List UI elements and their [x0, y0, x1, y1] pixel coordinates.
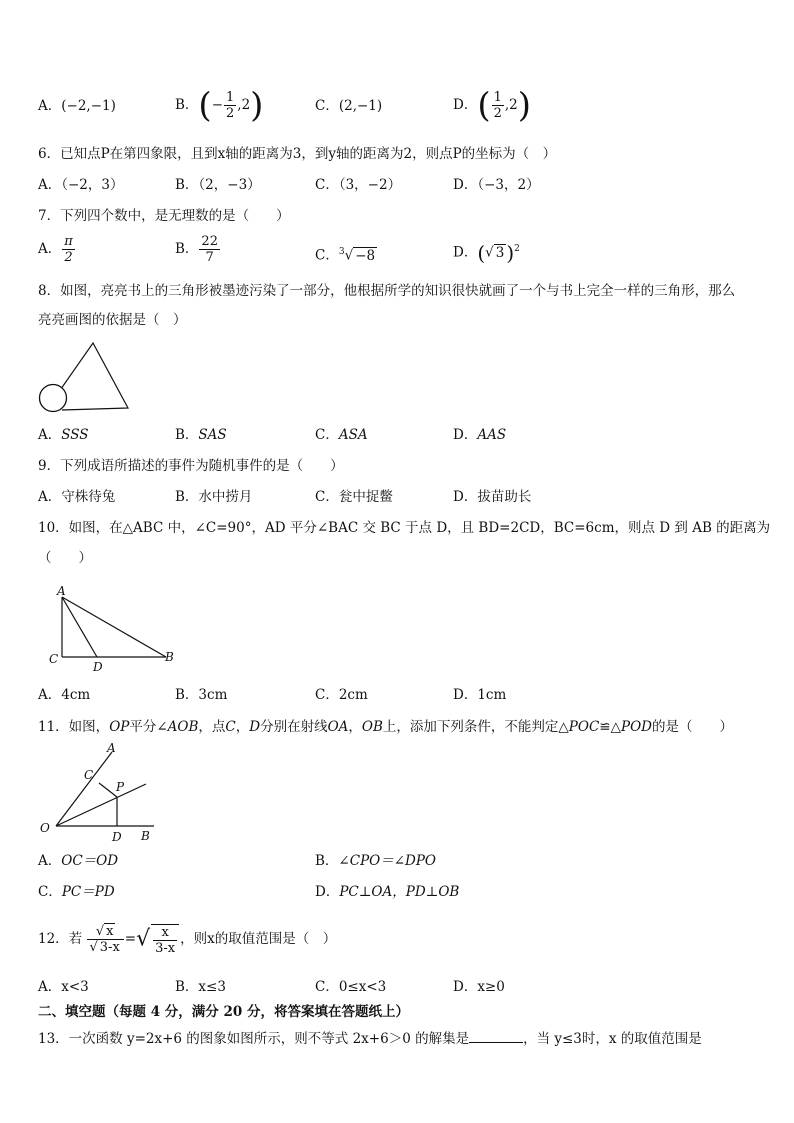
q10-label-b: B [165, 650, 174, 664]
q11-option-c: C．PC＝PD [38, 884, 115, 900]
q10-option-c: C．2cm [315, 687, 368, 703]
q7-option-c: C．$^3$√ −8 [315, 247, 376, 264]
q10-option-b: B．3cm [175, 687, 228, 703]
q9-option-a: A．守株待兔 [38, 489, 116, 505]
q12-option-a: A．x<3 [38, 979, 89, 995]
section-title-fill-in: 二、填空题（每题 4 分，满分 20 分，将答案填在答题纸上） [38, 1004, 409, 1020]
q9-option-c: C．瓮中捉鳖 [315, 489, 393, 505]
q10-option-a: A．4cm [38, 687, 91, 703]
q10-stem-line1: 10．如图，在△ABC 中，∠C=90°，AD 平分∠BAC 交 BC 于点 D，且 BD=2CD，BC=6cm，则点 D 到 AB 的距离为 [38, 520, 771, 536]
q11-label-d: D [112, 830, 122, 844]
q10-label-d: D [93, 660, 103, 672]
q5-option-b: B．(− $\frac{1}{2}$ ,2) [175, 85, 264, 126]
q8-option-d: D．AAS [453, 427, 507, 443]
q11-stem: 11．如图，OP平分∠AOB，点C，D分别在射线OA，OB上，添加下列条件，不能判定△POC≌△POD的是（ ） [38, 719, 733, 735]
q12-option-c: C．0≤x<3 [315, 979, 387, 995]
q7-option-d: D．(√ 3 )$^2$ [453, 241, 520, 265]
q7-option-b: B． $\frac{22}{7}$ [175, 234, 218, 265]
q11-label-a: A [107, 741, 116, 755]
q5-option-c: C．(2,−1) [315, 98, 383, 114]
q8-stem-line1: 8．如图，亮亮书上的三角形被墨迹污染了一部分，他根据所学的知识很快就画了一个与书上完全一样的三角形，那么 [38, 283, 736, 299]
q11-label-o: O [40, 821, 50, 835]
q10-label-c: C [49, 652, 59, 666]
q6-option-d: D．（−3，2） [453, 177, 540, 193]
q9-stem: 9．下列成语所描述的事件为随机事件的是（ ） [38, 458, 344, 474]
q12-option-d: D．x≥0 [453, 979, 505, 995]
q6-stem: 6．已知点P在第四象限，且到x轴的距离为3，到y轴的距离为2，则点P的坐标为（ ） [38, 146, 557, 162]
q7-stem: 7．下列四个数中，是无理数的是（ ） [38, 208, 290, 224]
q10-option-d: D．1cm [453, 687, 507, 703]
q11-label-c: C [84, 768, 94, 782]
q8-triangle-figure [36, 340, 136, 416]
q9-option-d: D．拔苗助长 [453, 489, 532, 505]
q7-option-a: A． $\frac{\pi}{2}$ [38, 234, 73, 265]
q11-label-p: P [116, 780, 125, 794]
q10-stem-line2: （ ） [38, 550, 92, 566]
q11-angle-figure [36, 740, 166, 846]
q10-label-a: A [57, 584, 66, 598]
q9-option-b: B．水中捞月 [175, 489, 253, 505]
q8-stem-line2: 亮亮画图的依据是（ ） [38, 312, 187, 328]
q10-triangle-figure [44, 582, 184, 672]
q5-option-d: D．( $\frac{1}{2}$ ,2) [453, 85, 532, 126]
q12-option-b: B．x≤3 [175, 979, 226, 995]
q12-stem: 12．若 $\frac{√ x}{√ 3-x}$ =√ $\frac{x}{3-x}$ ，则x的取值范围是（ ） [38, 924, 337, 956]
q8-option-c: C．ASA [315, 427, 368, 443]
q13-stem: 13．一次函数 y=2x+6 的图象如图所示，则不等式 2x+6＞0 的解集是 ，当 y≤3时，x 的取值范围是 [38, 1031, 702, 1047]
q6-option-a: A．（−2，3） [38, 177, 124, 193]
q11-option-a: A．OC＝OD [38, 853, 119, 869]
q13-answer-blank[interactable] [469, 1030, 523, 1043]
q11-option-d: D．PC⊥OA，PD⊥OB [315, 884, 460, 900]
q6-option-c: C．（3，−2） [315, 177, 402, 193]
q6-option-b: B．（2，−3） [175, 177, 261, 193]
q11-label-b: B [141, 829, 150, 843]
q5-option-a: A．(−2,−1) [38, 98, 116, 114]
q8-option-b: B．SAS [175, 427, 227, 443]
q8-option-a: A．SSS [38, 427, 89, 443]
q11-option-b: B．∠CPO＝∠DPO [315, 853, 437, 869]
